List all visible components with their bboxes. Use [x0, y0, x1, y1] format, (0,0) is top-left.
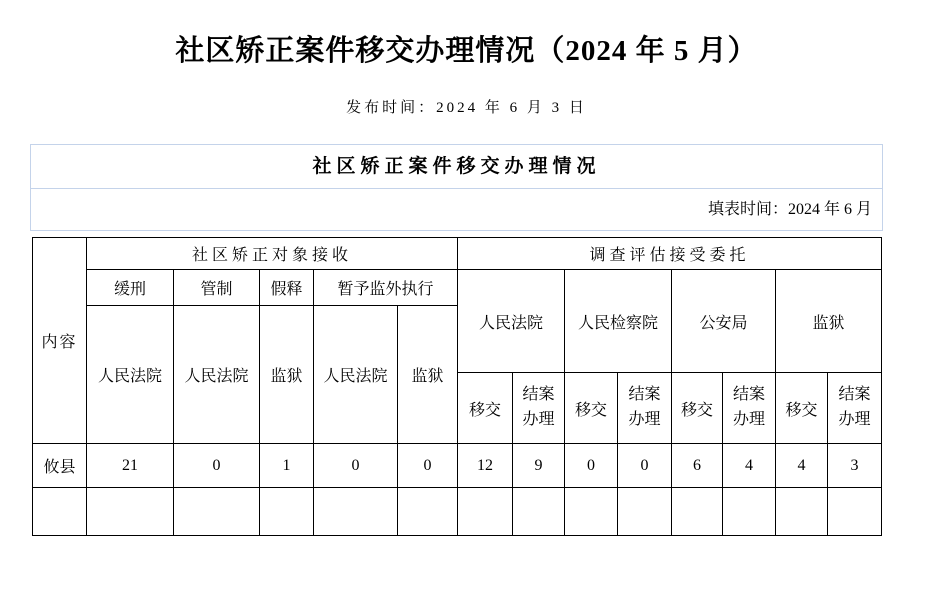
- data-cell: [174, 488, 260, 536]
- publish-time: 发布时间：2024 年 6 月 3 日: [346, 100, 587, 116]
- data-cell: [458, 488, 513, 536]
- row-name: 攸县: [33, 444, 87, 488]
- data-cell: 0: [565, 444, 618, 488]
- data-cell: 6: [672, 444, 723, 488]
- data-cell: 1: [260, 444, 314, 488]
- header-source-temporary-prison: 监狱: [398, 306, 458, 444]
- data-cell: [723, 488, 776, 536]
- data-cell: 3: [828, 444, 882, 488]
- data-cell: 21: [87, 444, 174, 488]
- data-cell: 4: [723, 444, 776, 488]
- header-agency-prison: 监狱: [776, 270, 882, 373]
- header-evaluation-group: 调查评估接受委托: [458, 238, 882, 270]
- header-source-control-court: 人民法院: [174, 306, 260, 444]
- header-transfer-police: 移交: [672, 373, 723, 444]
- header-closure-court: [513, 373, 565, 444]
- table-row-empty: [33, 488, 882, 536]
- data-cell: 0: [174, 444, 260, 488]
- data-cell: [513, 488, 565, 536]
- data-cell: 4: [776, 444, 828, 488]
- data-cell: [565, 488, 618, 536]
- header-source-temporary-court: 人民法院: [314, 306, 398, 444]
- page-title: 社区矫正案件移交办理情况（2024 年 5 月）: [175, 35, 758, 67]
- header-transfer-procuratorate: 移交: [565, 373, 618, 444]
- header-source-parole-prison: 监狱: [260, 306, 314, 444]
- data-cell: 0: [618, 444, 672, 488]
- header-closure-police: [723, 373, 776, 444]
- closure-label: 结案办理: [733, 386, 766, 428]
- data-cell: [828, 488, 882, 536]
- header-temporary-outside-prison: 暂予监外执行: [314, 270, 458, 306]
- header-content: 内容: [33, 238, 87, 444]
- header-agency-procuratorate: 人民检察院: [565, 270, 672, 373]
- data-cell: 12: [458, 444, 513, 488]
- closure-label: 结案办理: [628, 386, 661, 428]
- data-cell: [260, 488, 314, 536]
- table-row: [33, 444, 882, 488]
- row-name: [33, 488, 87, 536]
- closure-label: 结案办理: [838, 386, 871, 428]
- correction-report-table: [32, 237, 882, 536]
- header-agency-police: 公安局: [672, 270, 776, 373]
- header-control: 管制: [174, 270, 260, 306]
- data-cell: 0: [398, 444, 458, 488]
- header-closure-procuratorate: [618, 373, 672, 444]
- data-cell: [618, 488, 672, 536]
- header-closure-prison: [828, 373, 882, 444]
- data-cell: [398, 488, 458, 536]
- data-cell: [672, 488, 723, 536]
- header-parole: 假释: [260, 270, 314, 306]
- data-cell: [776, 488, 828, 536]
- form-title: 社区矫正案件移交办理情况: [31, 145, 882, 189]
- closure-label: 结案办理: [522, 386, 555, 428]
- header-probation: 缓刑: [87, 270, 174, 306]
- header-transfer-court: 移交: [458, 373, 513, 444]
- header-agency-court: 人民法院: [458, 270, 565, 373]
- data-cell: [314, 488, 398, 536]
- data-cell: [87, 488, 174, 536]
- fill-time: 填表时间：2024 年 6 月: [707, 201, 872, 218]
- form-box: [30, 144, 883, 231]
- header-reception-group: 社区矫正对象接收: [87, 238, 458, 270]
- data-cell: 0: [314, 444, 398, 488]
- header-transfer-prison: 移交: [776, 373, 828, 444]
- header-source-probation-court: 人民法院: [87, 306, 174, 444]
- data-cell: 9: [513, 444, 565, 488]
